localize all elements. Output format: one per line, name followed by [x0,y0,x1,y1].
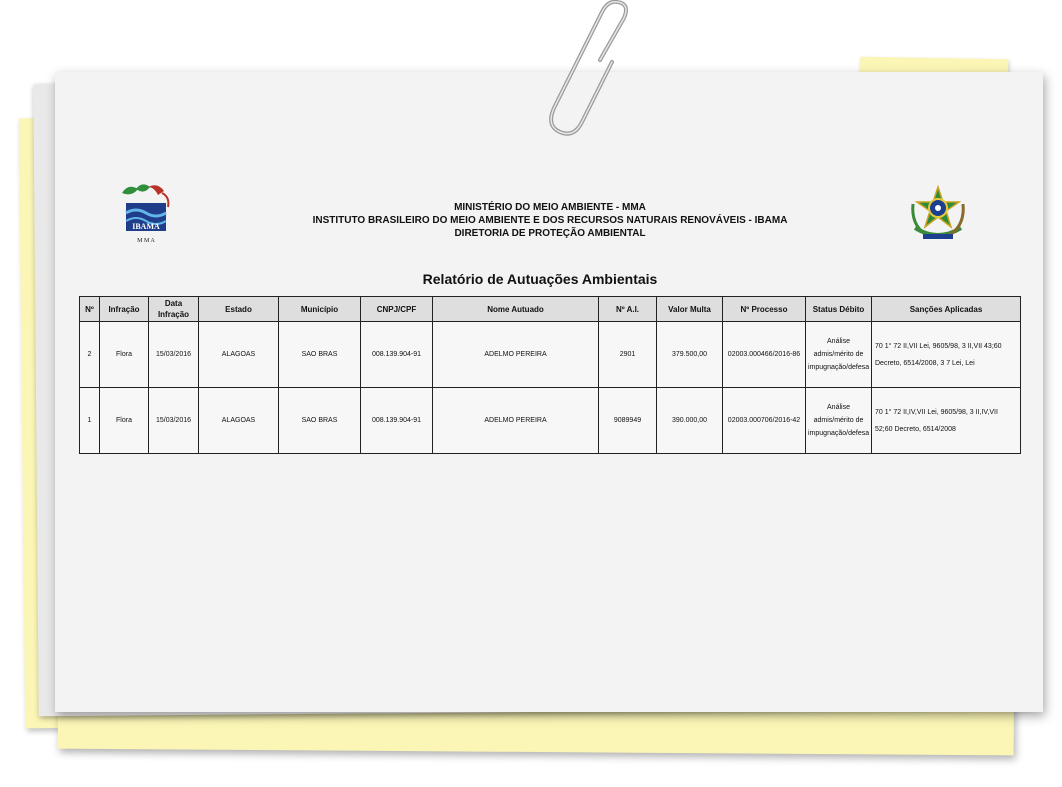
document-header [200,201,900,240]
cell-data: 15/03/2016 [149,388,199,454]
cell-sancoes [872,388,1021,454]
cell-ai: 9089949 [599,388,657,454]
col-header-cnpj: CNPJ/CPF [361,297,433,322]
mma-logo-text: M M A [137,238,155,244]
cell-status: Análise admis/mérito de impugnação/defesa [806,322,872,388]
cell-num: 2 [80,322,100,388]
col-header-valor: Valor Multa [657,297,723,322]
cell-estado: ALAGOAS [199,388,279,454]
cell-nome: ADELMO PEREIRA [433,322,599,388]
cell-status: Análise admis/mérito de impugnação/defesa [806,388,872,454]
cell-processo: 02003.000466/2016-86 [723,322,806,388]
cell-municipio: SAO BRAS [279,322,361,388]
col-header-municipio: Município [279,297,361,322]
sancoes-line: 70 1° 72 II,IV,VII Lei, 9605/98, 3 II,IV,VII [875,408,998,416]
paperclip-icon [532,0,632,145]
cell-data: 15/03/2016 [149,322,199,388]
header-institute: INSTITUTO BRASILEIRO DO MEIO AMBIENTE E DOS RECURSOS NATURAIS RENOVÁVEIS - IBAMA [312,215,788,226]
sancoes-line: Decreto, 6514/2008, 3 7 Lei, Lei [875,359,975,367]
table-header-row [80,297,1021,322]
col-header-status: Status Débito [806,297,872,322]
sancoes-line: 70 1° 72 II,VII Lei, 9605/98, 3 II,VII 43;60 [875,342,1002,350]
cell-valor: 390.000,00 [657,388,723,454]
cell-num: 1 [80,388,100,454]
col-header-sancoes: Sanções Aplicadas [872,297,1021,322]
cell-ai: 2901 [599,322,657,388]
cell-sancoes [872,322,1021,388]
col-header-processo: Nº Processo [723,297,806,322]
cell-infracao: Flora [100,322,149,388]
autuacoes-table [79,296,1021,454]
ibama-logo-text: IBAMA [132,222,160,231]
cell-valor: 379.500,00 [657,322,723,388]
col-header-nome: Nome Autuado [433,297,599,322]
header-ministry: MINISTÉRIO DO MEIO AMBIENTE - MMA [454,202,646,213]
brazil-coat-of-arms-icon [909,184,967,242]
cell-cnpj: 008.139.904-91 [361,388,433,454]
col-header-estado: Estado [199,297,279,322]
ibama-logo-icon [118,183,174,245]
report-title: Relatório de Autuações Ambientais [422,271,658,287]
header-directorate: DIRETORIA DE PROTEÇÃO AMBIENTAL [454,228,646,239]
cell-cnpj: 008.139.904-91 [361,322,433,388]
col-header-data: Data Infração [149,297,199,322]
cell-processo: 02003.000706/2016-42 [723,388,806,454]
col-header-ai: Nº A.I. [599,297,657,322]
col-header-infracao: Infração [100,297,149,322]
table-row [80,388,1021,454]
cell-infracao: Flora [100,388,149,454]
cell-nome: ADELMO PEREIRA [433,388,599,454]
table-row [80,322,1021,388]
cell-estado: ALAGOAS [199,322,279,388]
sancoes-line: 52;60 Decreto, 6514/2008 [875,425,956,433]
cell-municipio: SAO BRAS [279,388,361,454]
col-header-num: Nº [80,297,100,322]
